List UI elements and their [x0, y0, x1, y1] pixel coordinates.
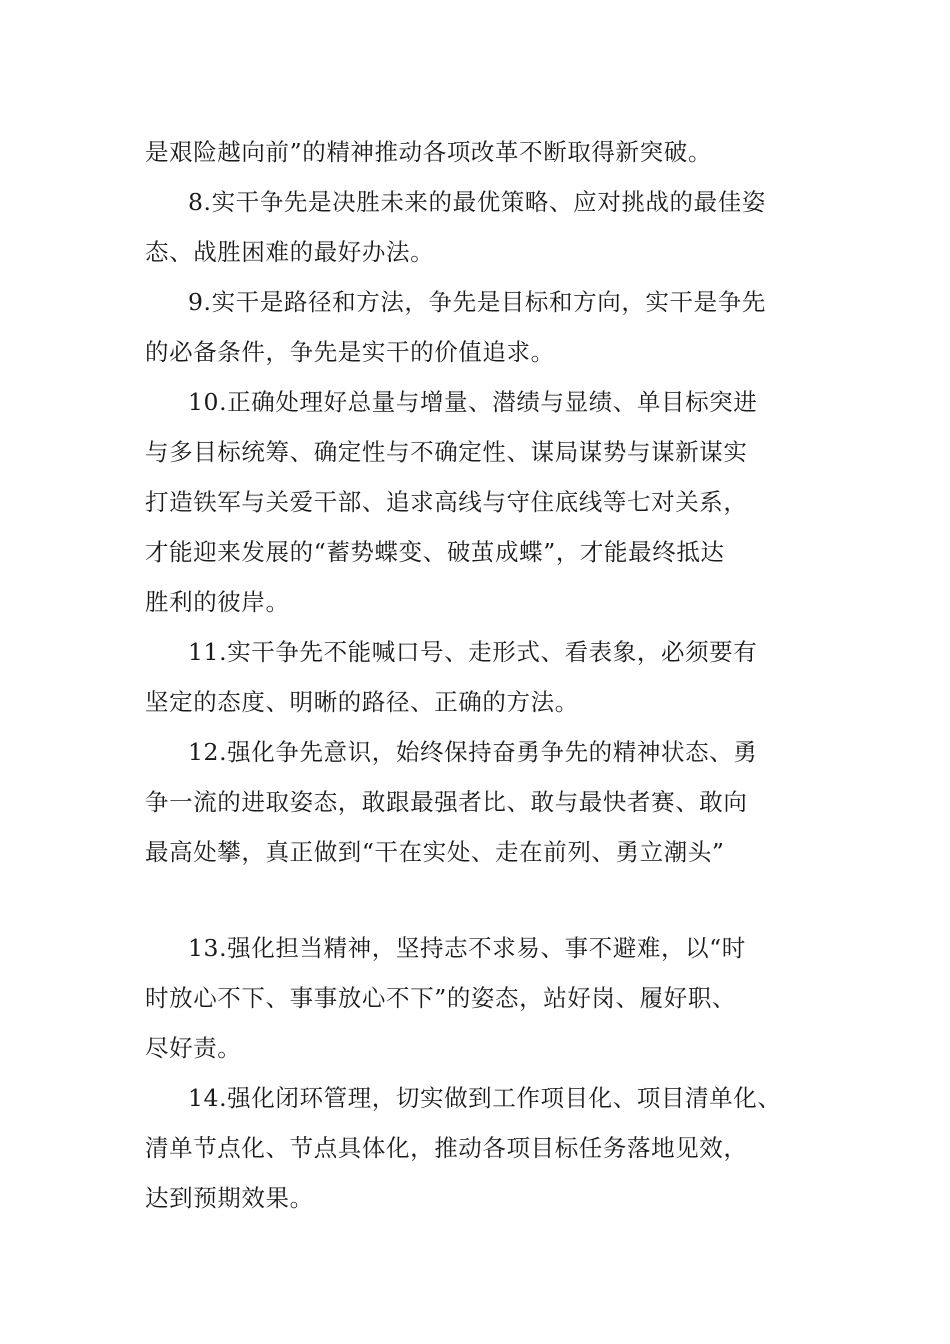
- item-12-line: 最高处攀，真正做到“干在实处、走在前列、勇立潮头”: [145, 838, 725, 866]
- item-10-line: 打造铁军与关爱干部、追求高线与守住底线等七对关系，: [145, 488, 748, 516]
- item-10-line: 胜利的彼岸。: [145, 588, 290, 616]
- item-10-line: 与多目标统筹、确定性与不确定性、谋局谋势与谋新谋实: [145, 438, 748, 466]
- item-11-line: 坚定的态度、明晰的路径、正确的方法。: [145, 688, 579, 716]
- item-10-first-line: 10.正确处理好总量与增量、潜绩与显绩、单目标突进: [188, 388, 758, 416]
- item-14-first-line: 14.强化闭环管理，切实做到工作项目化、项目清单化、: [188, 1084, 782, 1112]
- item-13-line: 尽好责。: [145, 1034, 242, 1062]
- item-14-line: 清单节点化、节点具体化，推动各项目标任务落地见效，: [145, 1134, 748, 1162]
- item-11-first-line: 11.实干争先不能喊口号、走形式、看表象，必须要有: [188, 638, 758, 666]
- item-9-line: 的必备条件，争先是实干的价值追求。: [145, 338, 555, 366]
- text-line-continuation: 是艰险越向前”的精神推动各项改革不断取得新突破。: [145, 138, 712, 166]
- item-14-line: 达到预期效果。: [145, 1184, 314, 1212]
- item-8-line: 态、战胜困难的最好办法。: [145, 238, 435, 266]
- item-13-line: 时放心不下、事事放心不下”的姿态，站好岗、履好职、: [145, 984, 737, 1012]
- item-12-line: 争一流的进取姿态，敢跟最强者比、敢与最快者赛、敢向: [145, 788, 748, 816]
- item-12-first-line: 12.强化争先意识，始终保持奋勇争先的精神状态、勇: [188, 738, 758, 766]
- item-10-line: 才能迎来发展的“蓄势蝶变、破茧成蝶”，才能最终抵达: [145, 538, 725, 566]
- item-8-first-line: 8.实干争先是决胜未来的最优策略、应对挑战的最佳姿: [188, 188, 766, 216]
- item-9-first-line: 9.实干是路径和方法，争先是目标和方向，实干是争先: [188, 288, 766, 316]
- item-13-first-line: 13.强化担当精神，坚持志不求易、事不避难，以“时: [188, 934, 746, 962]
